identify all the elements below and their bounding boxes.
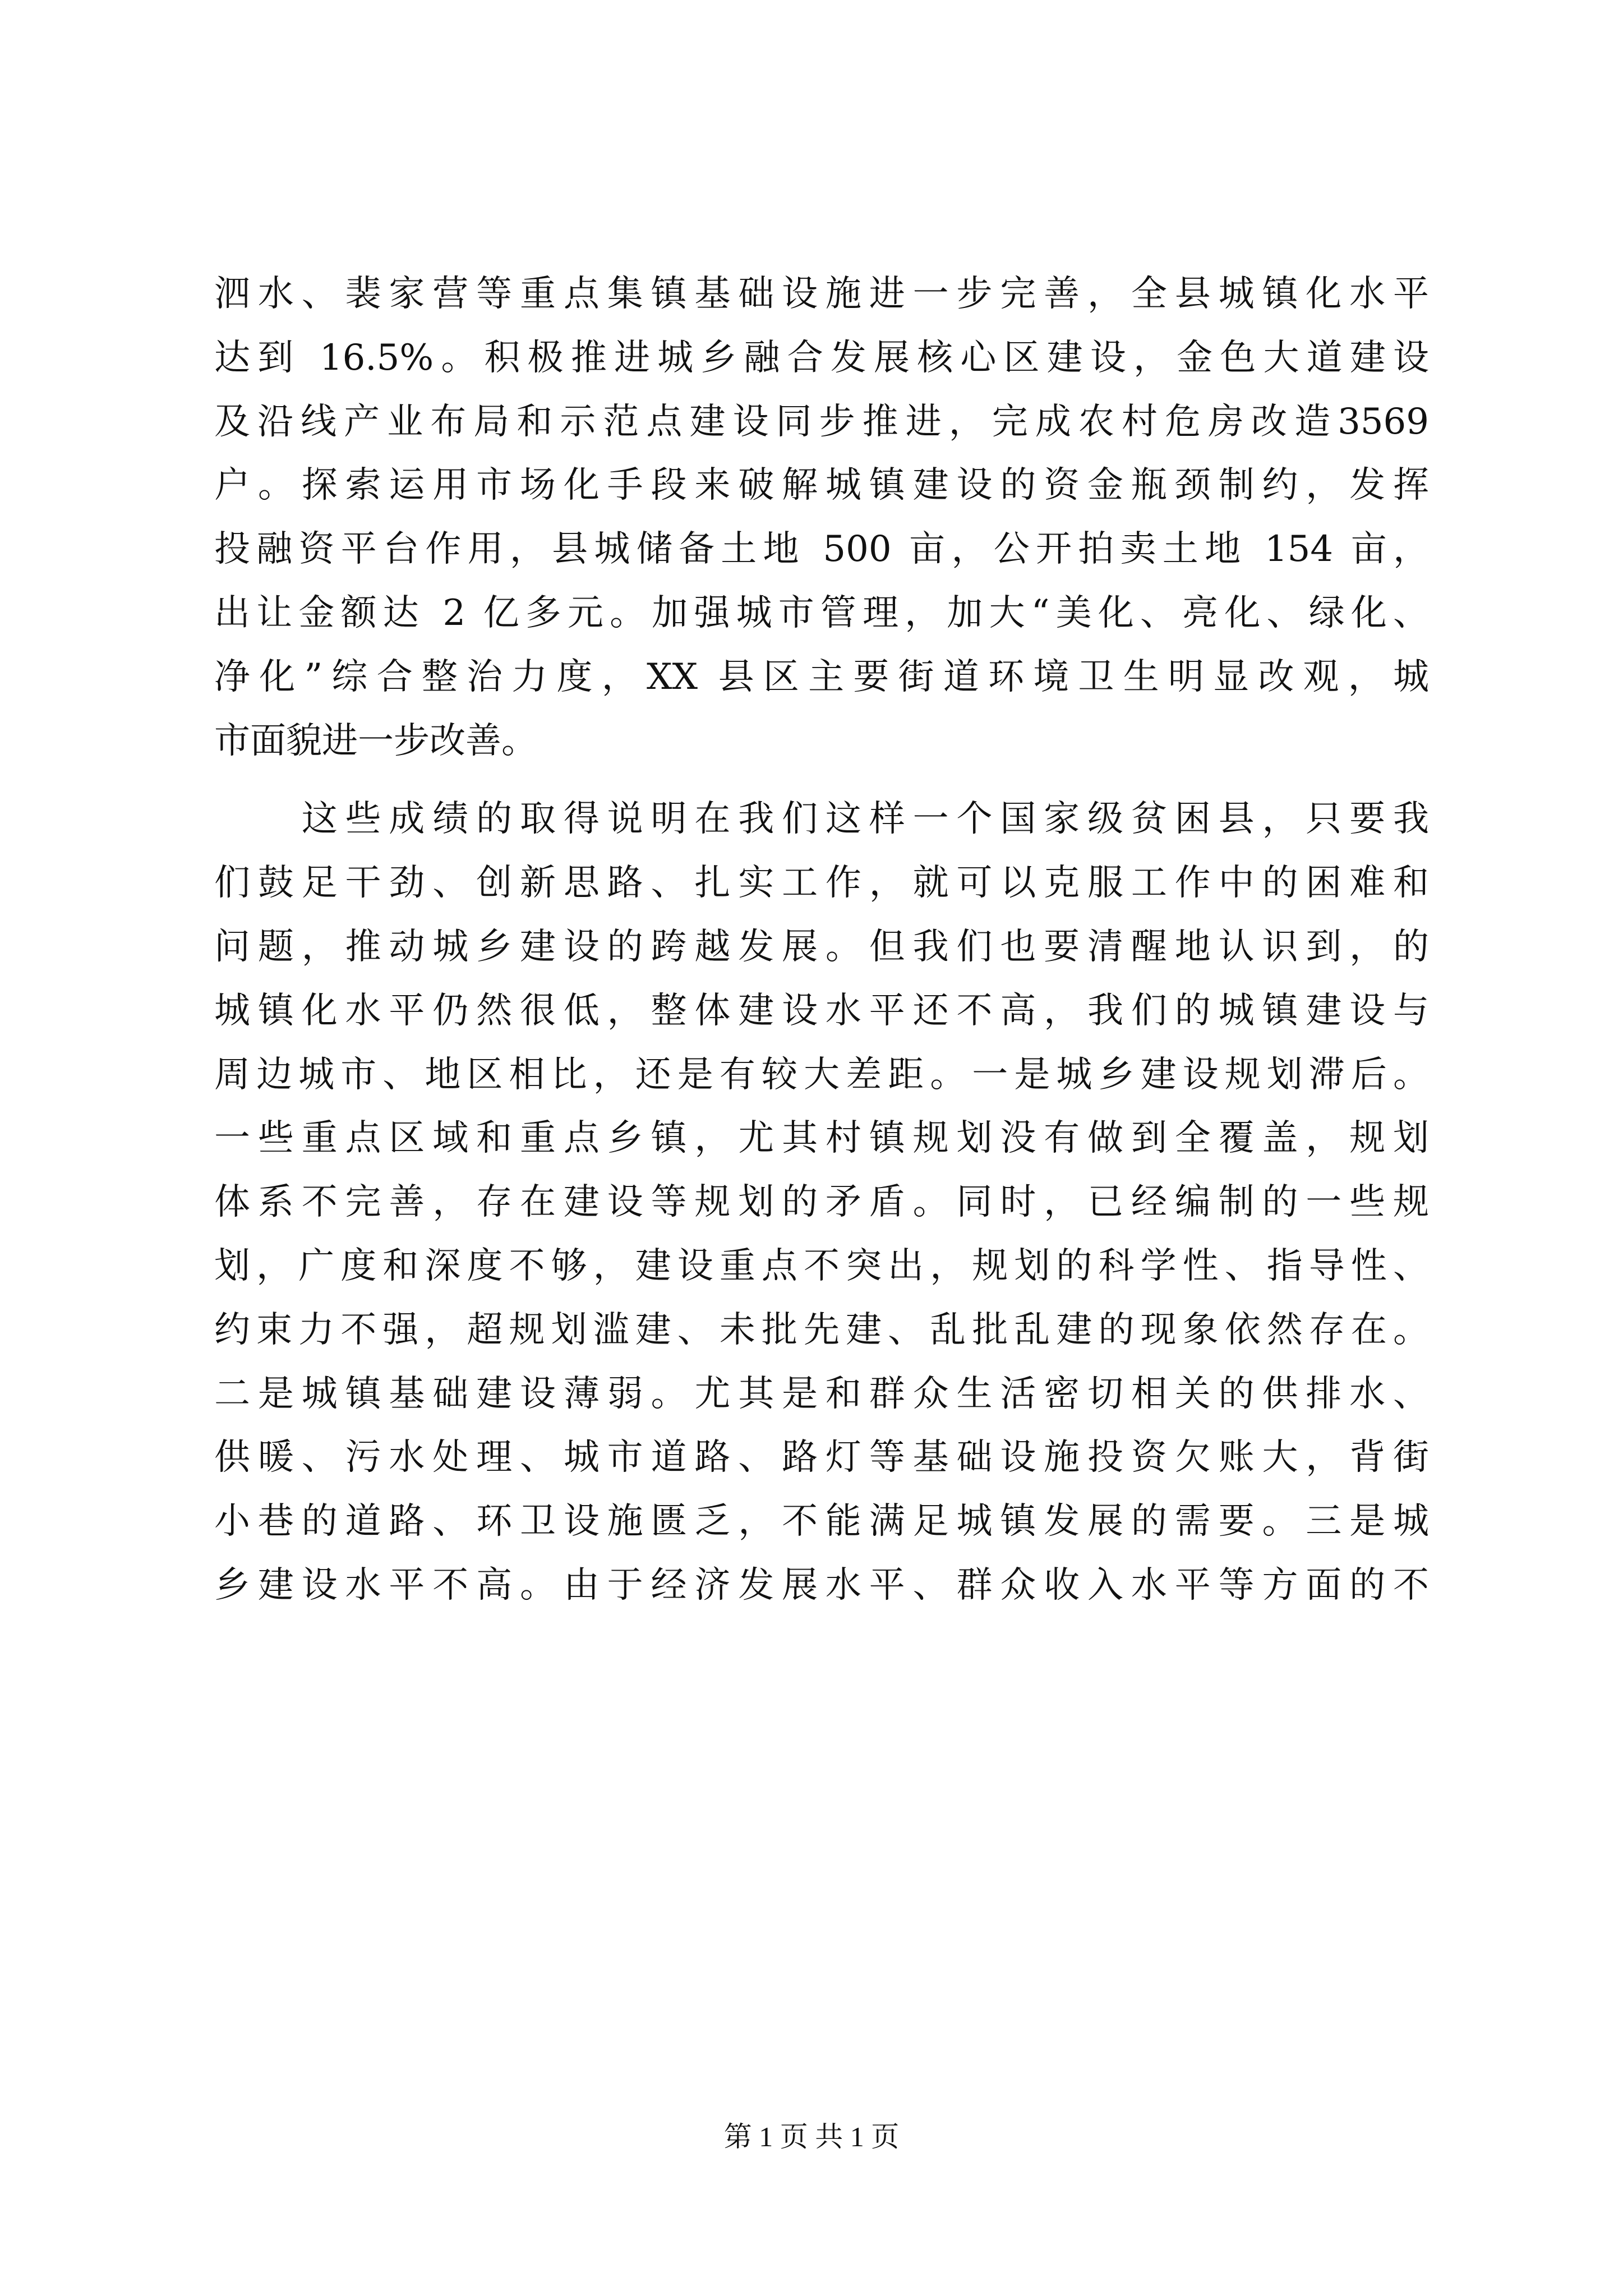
text-line: 城镇化水平仍然很低，整体建设水平还不高，我们的城镇建设与	[214, 990, 1429, 1032]
text-line: 这些成绩的取得说明在我们这样一个国家级贫困县，只要我	[214, 798, 1429, 840]
document-body	[214, 263, 1429, 1618]
text-line: 约束力不强，超规划滥建、未批先建、乱批乱建的现象依然存在。	[214, 1309, 1429, 1351]
text-line: 投融资平台作用，县城储备土地 500 亩，公开拍卖土地 154 亩，	[214, 528, 1429, 570]
text-line: 户。探索运用市场化手段来破解城镇建设的资金瓶颈制约，发挥	[214, 464, 1429, 507]
text-line: 二是城镇基础建设薄弱。尤其是和群众生活密切相关的供排水、	[214, 1373, 1429, 1415]
text-line: 体系不完善，存在建设等规划的矛盾。同时，已经编制的一些规	[214, 1181, 1429, 1223]
text-line: 们鼓足干劲、创新思路、扎实工作，就可以克服工作中的困难和	[214, 862, 1429, 904]
text-line: 供暖、污水处理、城市道路、路灯等基础设施投资欠账大，背街	[214, 1437, 1429, 1479]
page-footer	[0, 2117, 1623, 2156]
text-line: 小巷的道路、环卫设施匮乏，不能满足城镇发展的需要。三是城	[214, 1501, 1429, 1543]
paragraph-spacer	[214, 773, 1429, 788]
text-line: 净化”综合整治力度，XX 县区主要街道环境卫生明显改观，城	[214, 656, 1429, 698]
text-line: 及沿线产业布局和示范点建设同步推进，完成农村危房改造3569	[214, 401, 1429, 443]
text-line: 泗水、裴家营等重点集镇基础设施进一步完善，全县城镇化水平	[214, 273, 1429, 315]
text-line: 达到 16.5%。积极推进城乡融合发展核心区建设，金色大道建设	[214, 337, 1429, 379]
text-line: 一些重点区域和重点乡镇，尤其村镇规划没有做到全覆盖，规划	[214, 1117, 1429, 1159]
paragraph-1	[214, 263, 1429, 773]
text-line: 划，广度和深度不够，建设重点不突出，规划的科学性、指导性、	[214, 1245, 1429, 1287]
text-line: 问题，推动城乡建设的跨越发展。但我们也要清醒地认识到，的	[214, 926, 1429, 968]
text-line: 出让金额达 2 亿多元。加强城市管理，加大“美化、亮化、绿化、	[214, 592, 1429, 634]
page-number-label: 第 1 页 共 1 页	[723, 2121, 900, 2152]
text-line: 周边城市、地区相比，还是有较大差距。一是城乡建设规划滞后。	[214, 1053, 1429, 1096]
paragraph-2	[214, 788, 1429, 1617]
text-line: 市面貌进一步改善。	[214, 720, 537, 762]
text-line: 乡建设水平不高。由于经济发展水平、群众收入水平等方面的不	[214, 1564, 1429, 1606]
